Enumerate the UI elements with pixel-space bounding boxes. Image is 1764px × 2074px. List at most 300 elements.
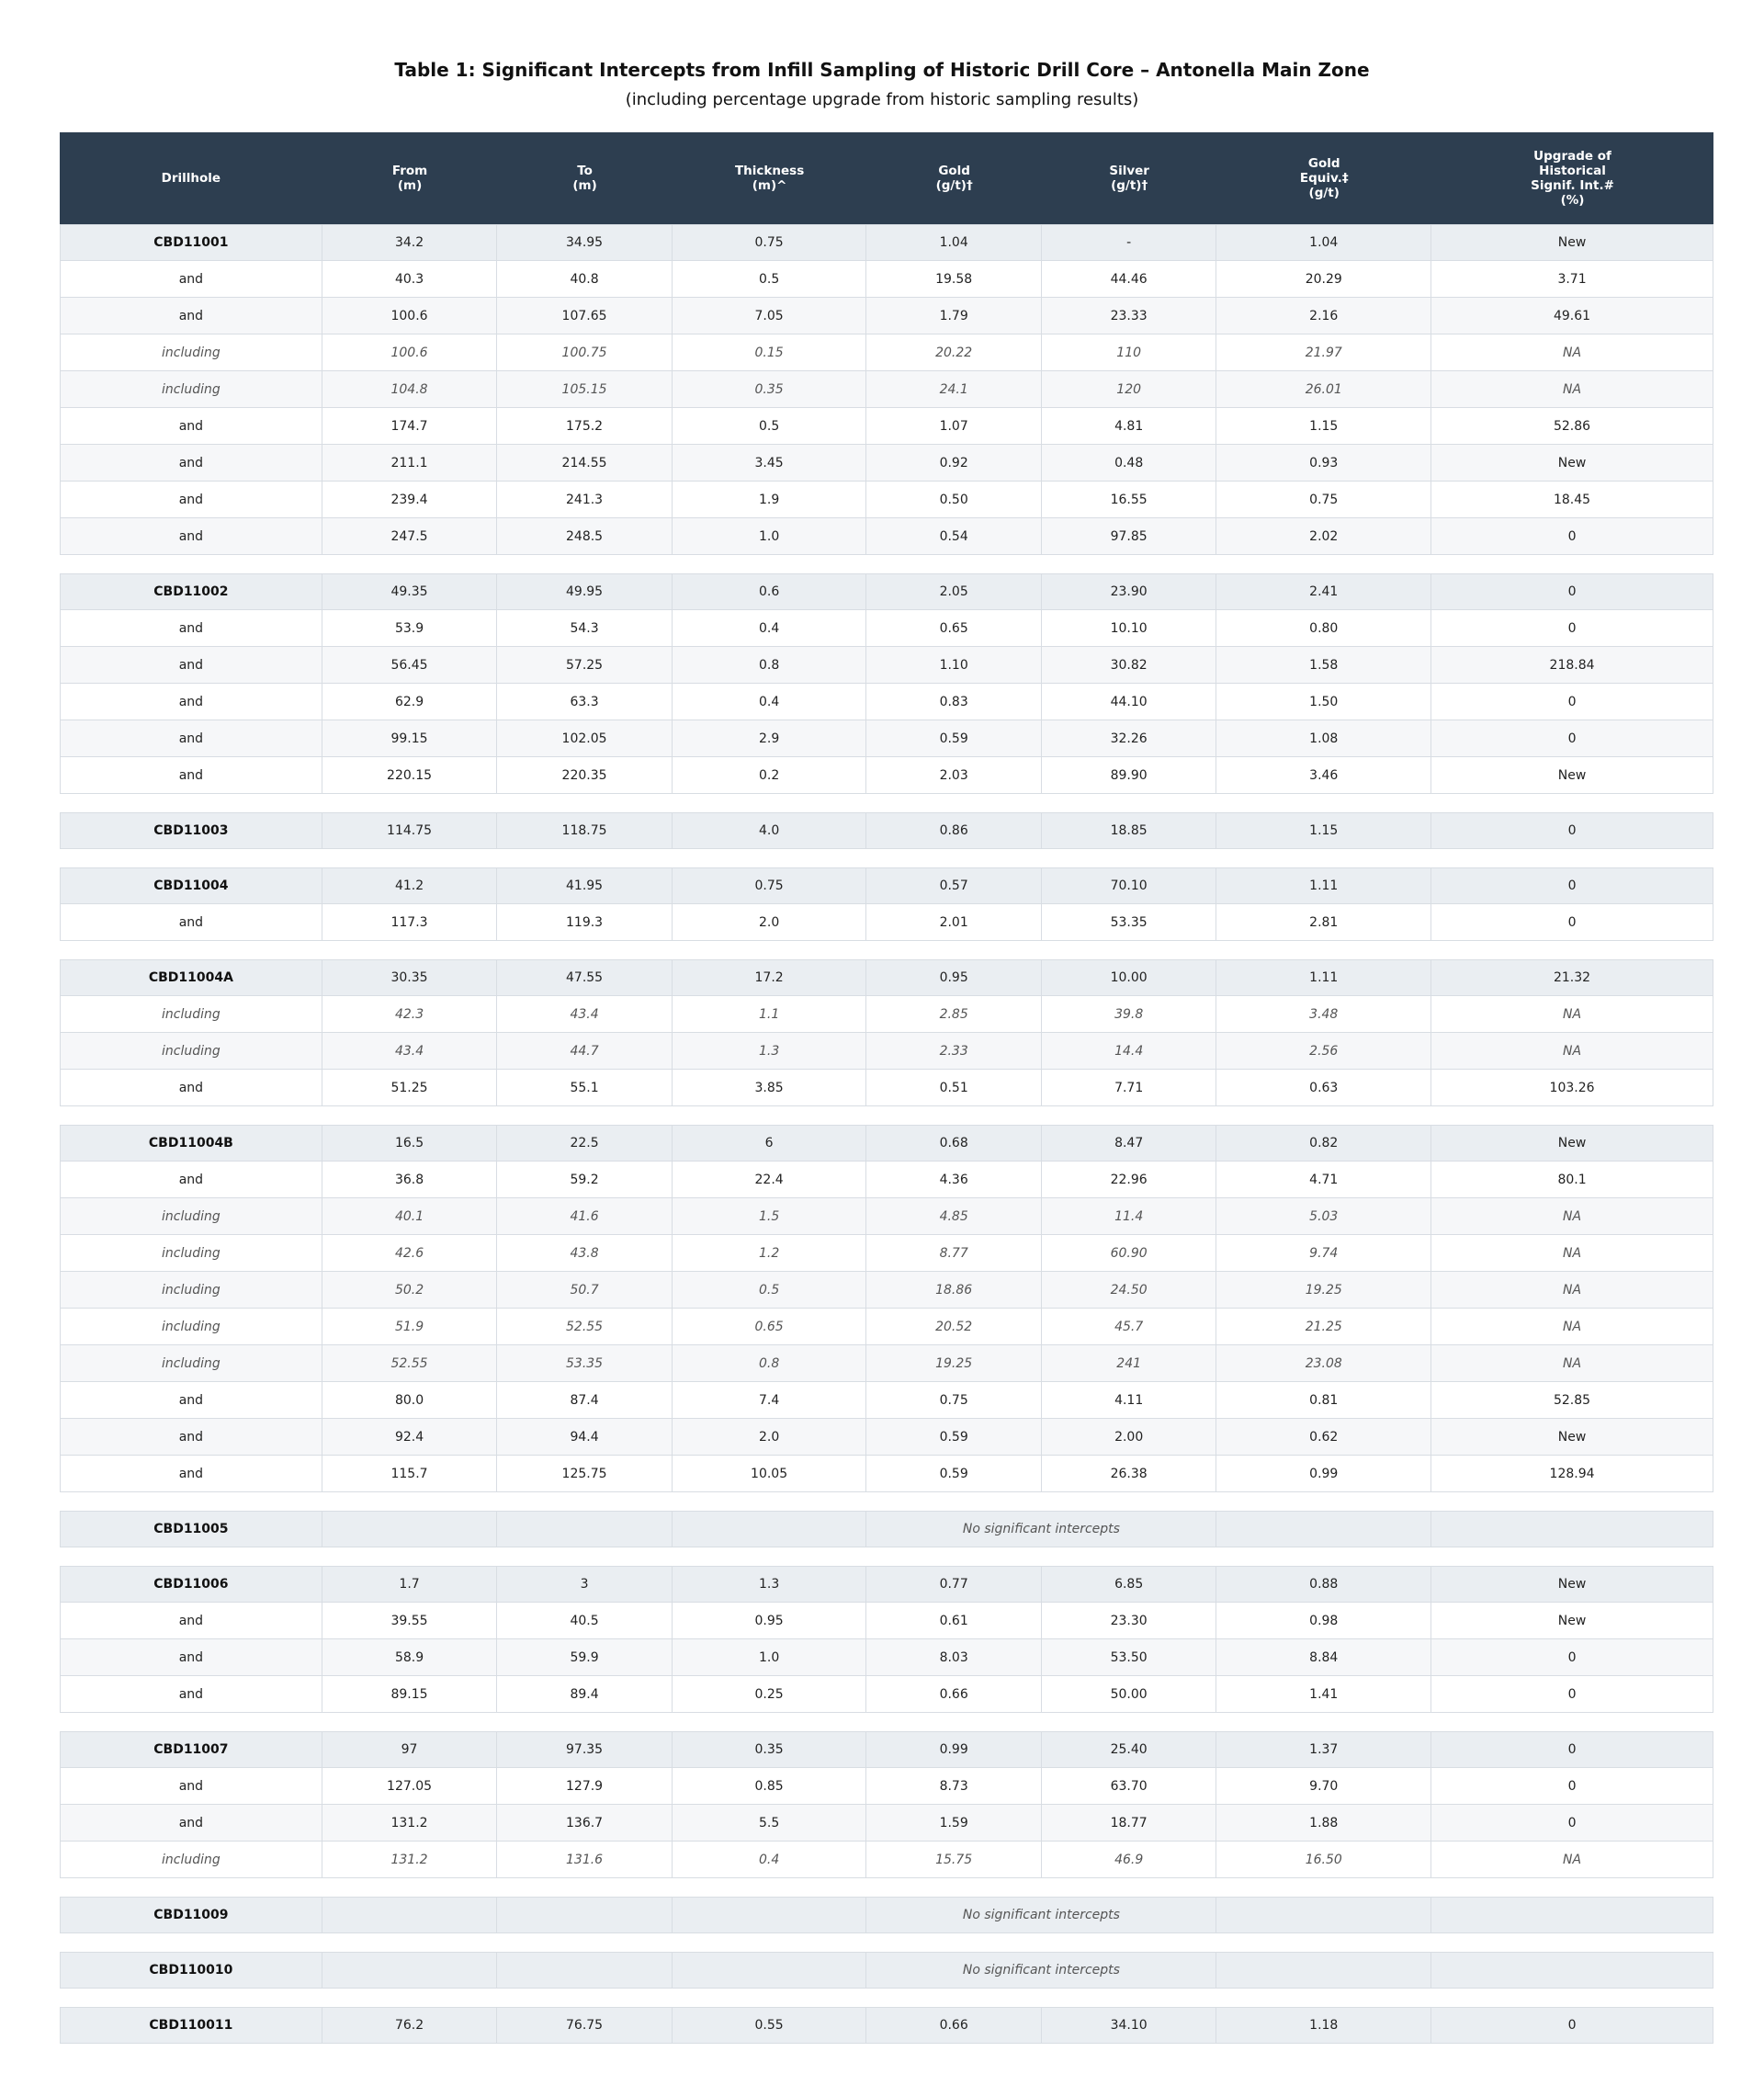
value-cell: 10.05: [673, 1456, 867, 1492]
value-cell: 117.3: [322, 904, 498, 941]
group-spacer-cell: [60, 941, 1713, 959]
value-cell: 49.95: [497, 573, 673, 610]
value-cell: 40.3: [322, 261, 498, 298]
row-label-cell: and: [60, 1639, 322, 1676]
value-cell: 87.4: [497, 1382, 673, 1419]
table-row: [60, 2007, 1713, 2044]
value-cell: 17.2: [673, 959, 867, 996]
value-cell: 131.2: [322, 1805, 498, 1842]
value-cell: 40.8: [497, 261, 673, 298]
value-cell: 2.0: [673, 904, 867, 941]
value-cell: 7.05: [673, 298, 867, 334]
value-cell: 1.5: [673, 1198, 867, 1235]
value-cell: 42.6: [322, 1235, 498, 1272]
value-cell: 4.85: [866, 1198, 1042, 1235]
group-spacer: [60, 794, 1713, 812]
row-label-cell: and: [60, 757, 322, 794]
table-row: [60, 1511, 1713, 1547]
value-cell: 18.45: [1431, 482, 1713, 518]
value-cell: 105.15: [497, 371, 673, 408]
value-cell: 21.25: [1216, 1309, 1431, 1345]
empty-cell: [497, 1897, 673, 1933]
column-header: [497, 132, 673, 224]
value-cell: NA: [1431, 334, 1713, 371]
column-header-line: (g/t): [1308, 186, 1340, 200]
value-cell: 131.2: [322, 1842, 498, 1878]
value-cell: 41.6: [497, 1198, 673, 1235]
column-header-line: Upgrade of: [1533, 149, 1611, 164]
group-spacer-cell: [60, 1106, 1713, 1125]
group-spacer: [60, 555, 1713, 573]
row-label-cell: and: [60, 610, 322, 647]
table-row: [60, 334, 1713, 371]
column-header-line: From: [391, 164, 428, 178]
table-row: [60, 1272, 1713, 1309]
intercepts-table: [60, 132, 1713, 2044]
group-spacer-cell: [60, 1713, 1713, 1731]
value-cell: 59.2: [497, 1162, 673, 1198]
value-cell: 2.56: [1216, 1033, 1431, 1070]
value-cell: 110: [1042, 334, 1217, 371]
value-cell: 2.0: [673, 1419, 867, 1456]
value-cell: 1.04: [866, 224, 1042, 261]
table-row: [60, 959, 1713, 996]
value-cell: 57.25: [497, 647, 673, 684]
value-cell: 43.4: [322, 1033, 498, 1070]
value-cell: 26.38: [1042, 1456, 1217, 1492]
value-cell: 1.41: [1216, 1676, 1431, 1713]
value-cell: 0.68: [866, 1125, 1042, 1162]
empty-cell: [1431, 1511, 1713, 1547]
group-spacer: [60, 1878, 1713, 1897]
value-cell: 220.35: [497, 757, 673, 794]
value-cell: 62.9: [322, 684, 498, 720]
value-cell: 52.55: [497, 1309, 673, 1345]
value-cell: 4.11: [1042, 1382, 1217, 1419]
row-label-cell: and: [60, 1603, 322, 1639]
value-cell: 20.52: [866, 1309, 1042, 1345]
value-cell: 3.85: [673, 1070, 867, 1106]
value-cell: 21.97: [1216, 334, 1431, 371]
value-cell: 45.7: [1042, 1309, 1217, 1345]
row-label-cell: and: [60, 904, 322, 941]
value-cell: 0.77: [866, 1566, 1042, 1603]
value-cell: 70.10: [1042, 867, 1217, 904]
value-cell: 8.84: [1216, 1639, 1431, 1676]
value-cell: 119.3: [497, 904, 673, 941]
group-spacer-cell: [60, 794, 1713, 812]
value-cell: 0.59: [866, 720, 1042, 757]
table-row: [60, 1897, 1713, 1933]
value-cell: NA: [1431, 1033, 1713, 1070]
value-cell: 2.33: [866, 1033, 1042, 1070]
value-cell: 53.50: [1042, 1639, 1217, 1676]
row-label-cell: and: [60, 1805, 322, 1842]
value-cell: 0.35: [673, 371, 867, 408]
row-label-cell: and: [60, 261, 322, 298]
group-spacer: [60, 1933, 1713, 1952]
value-cell: 11.4: [1042, 1198, 1217, 1235]
header-row: [60, 132, 1713, 224]
value-cell: 4.36: [866, 1162, 1042, 1198]
empty-cell: [1431, 1897, 1713, 1933]
value-cell: 0.15: [673, 334, 867, 371]
table-row: [60, 610, 1713, 647]
value-cell: 52.86: [1431, 408, 1713, 445]
drillhole-cell: CBD11005: [60, 1511, 322, 1547]
value-cell: 0.5: [673, 1272, 867, 1309]
value-cell: 2.9: [673, 720, 867, 757]
value-cell: 6: [673, 1125, 867, 1162]
table-row: [60, 482, 1713, 518]
value-cell: 24.50: [1042, 1272, 1217, 1309]
drillhole-cell: CBD11002: [60, 573, 322, 610]
value-cell: 43.4: [497, 996, 673, 1033]
table-row: [60, 298, 1713, 334]
row-label-cell: and: [60, 298, 322, 334]
row-label-cell: including: [60, 1198, 322, 1235]
value-cell: 8.77: [866, 1235, 1042, 1272]
empty-cell: [322, 1511, 498, 1547]
value-cell: 5.03: [1216, 1198, 1431, 1235]
value-cell: 0: [1431, 518, 1713, 555]
column-header-line: Signif. Int.#: [1531, 178, 1614, 193]
column-header: [866, 132, 1042, 224]
value-cell: 49.61: [1431, 298, 1713, 334]
value-cell: 125.75: [497, 1456, 673, 1492]
value-cell: 0: [1431, 1639, 1713, 1676]
value-cell: 8.03: [866, 1639, 1042, 1676]
value-cell: 1.50: [1216, 684, 1431, 720]
value-cell: 22.5: [497, 1125, 673, 1162]
column-header-line: Gold: [938, 164, 970, 178]
table-body: [60, 224, 1713, 2044]
value-cell: 1.88: [1216, 1805, 1431, 1842]
value-cell: 18.86: [866, 1272, 1042, 1309]
value-cell: 16.50: [1216, 1842, 1431, 1878]
table-header: [60, 132, 1713, 224]
column-header-line: (%): [1560, 193, 1585, 208]
value-cell: 2.16: [1216, 298, 1431, 334]
value-cell: 47.55: [497, 959, 673, 996]
value-cell: 34.10: [1042, 2007, 1217, 2044]
value-cell: 2.00: [1042, 1419, 1217, 1456]
value-cell: 22.4: [673, 1162, 867, 1198]
value-cell: 80.0: [322, 1382, 498, 1419]
table-row: [60, 1603, 1713, 1639]
value-cell: 22.96: [1042, 1162, 1217, 1198]
value-cell: 1.3: [673, 1033, 867, 1070]
value-cell: 46.9: [1042, 1842, 1217, 1878]
value-cell: 100.75: [497, 334, 673, 371]
value-cell: 54.3: [497, 610, 673, 647]
table-row: [60, 1162, 1713, 1198]
row-label-cell: and: [60, 518, 322, 555]
value-cell: 0: [1431, 1676, 1713, 1713]
value-cell: NA: [1431, 1842, 1713, 1878]
drillhole-cell: CBD11004: [60, 867, 322, 904]
value-cell: 2.85: [866, 996, 1042, 1033]
value-cell: 0.75: [673, 867, 867, 904]
value-cell: 10.00: [1042, 959, 1217, 996]
row-label-cell: and: [60, 445, 322, 482]
value-cell: 97: [322, 1731, 498, 1768]
group-spacer: [60, 941, 1713, 959]
value-cell: New: [1431, 1603, 1713, 1639]
value-cell: 0.57: [866, 867, 1042, 904]
group-spacer-cell: [60, 1933, 1713, 1952]
row-label-cell: and: [60, 482, 322, 518]
value-cell: 32.26: [1042, 720, 1217, 757]
no-intercepts-cell: No significant intercepts: [866, 1897, 1216, 1933]
value-cell: 16.55: [1042, 482, 1217, 518]
value-cell: 175.2: [497, 408, 673, 445]
row-label-cell: and: [60, 408, 322, 445]
value-cell: 136.7: [497, 1805, 673, 1842]
value-cell: 0.82: [1216, 1125, 1431, 1162]
column-header-line: To: [577, 164, 593, 178]
column-header-line: Historical: [1539, 164, 1606, 178]
value-cell: 0.63: [1216, 1070, 1431, 1106]
value-cell: 99.15: [322, 720, 498, 757]
value-cell: 23.08: [1216, 1345, 1431, 1382]
row-label-cell: and: [60, 1382, 322, 1419]
value-cell: 0: [1431, 720, 1713, 757]
value-cell: 89.15: [322, 1676, 498, 1713]
row-label-cell: including: [60, 1033, 322, 1070]
row-label-cell: and: [60, 1676, 322, 1713]
value-cell: 0.51: [866, 1070, 1042, 1106]
table-row: [60, 757, 1713, 794]
table-row: [60, 812, 1713, 849]
value-cell: 52.85: [1431, 1382, 1713, 1419]
column-header-line: (g/t)†: [935, 178, 973, 193]
empty-cell: [1431, 1952, 1713, 1989]
value-cell: 5.5: [673, 1805, 867, 1842]
value-cell: 0.81: [1216, 1382, 1431, 1419]
column-header-line: Gold: [1307, 156, 1340, 171]
value-cell: 9.70: [1216, 1768, 1431, 1805]
value-cell: 1.1: [673, 996, 867, 1033]
value-cell: NA: [1431, 1309, 1713, 1345]
table-row: [60, 1639, 1713, 1676]
value-cell: 50.7: [497, 1272, 673, 1309]
value-cell: 76.2: [322, 2007, 498, 2044]
table-row: [60, 1768, 1713, 1805]
table-row: [60, 1070, 1713, 1106]
no-intercepts-cell: No significant intercepts: [866, 1952, 1216, 1989]
value-cell: 50.2: [322, 1272, 498, 1309]
value-cell: 55.1: [497, 1070, 673, 1106]
value-cell: 42.3: [322, 996, 498, 1033]
column-header-line: (m): [572, 178, 597, 193]
value-cell: 0.59: [866, 1419, 1042, 1456]
value-cell: 0.95: [866, 959, 1042, 996]
table-row: [60, 647, 1713, 684]
row-label-cell: and: [60, 1419, 322, 1456]
value-cell: 104.8: [322, 371, 498, 408]
value-cell: 76.75: [497, 2007, 673, 2044]
value-cell: NA: [1431, 1198, 1713, 1235]
value-cell: 16.5: [322, 1125, 498, 1162]
value-cell: 0: [1431, 610, 1713, 647]
value-cell: 0: [1431, 904, 1713, 941]
value-cell: 102.05: [497, 720, 673, 757]
value-cell: 53.9: [322, 610, 498, 647]
group-spacer-cell: [60, 1878, 1713, 1897]
value-cell: 128.94: [1431, 1456, 1713, 1492]
value-cell: 36.8: [322, 1162, 498, 1198]
value-cell: 0.75: [1216, 482, 1431, 518]
column-header: [1216, 132, 1431, 224]
group-spacer-cell: [60, 555, 1713, 573]
value-cell: 3: [497, 1566, 673, 1603]
value-cell: 63.70: [1042, 1768, 1217, 1805]
value-cell: 174.7: [322, 408, 498, 445]
value-cell: 4.71: [1216, 1162, 1431, 1198]
column-header: [1431, 132, 1713, 224]
row-label-cell: including: [60, 996, 322, 1033]
value-cell: 56.45: [322, 647, 498, 684]
value-cell: 44.10: [1042, 684, 1217, 720]
value-cell: 1.18: [1216, 2007, 1431, 2044]
value-cell: 0.98: [1216, 1603, 1431, 1639]
value-cell: 214.55: [497, 445, 673, 482]
value-cell: 1.11: [1216, 959, 1431, 996]
value-cell: 1.0: [673, 518, 867, 555]
group-spacer: [60, 849, 1713, 867]
value-cell: 24.1: [866, 371, 1042, 408]
value-cell: 0: [1431, 1805, 1713, 1842]
value-cell: 0.4: [673, 684, 867, 720]
value-cell: 0.95: [673, 1603, 867, 1639]
row-label-cell: including: [60, 334, 322, 371]
value-cell: 3.45: [673, 445, 867, 482]
row-label-cell: including: [60, 1235, 322, 1272]
value-cell: 1.04: [1216, 224, 1431, 261]
value-cell: 0.66: [866, 2007, 1042, 2044]
column-header-line: (m): [397, 178, 423, 193]
value-cell: 40.5: [497, 1603, 673, 1639]
table-row: [60, 1235, 1713, 1272]
value-cell: New: [1431, 224, 1713, 261]
value-cell: 9.74: [1216, 1235, 1431, 1272]
empty-cell: [322, 1952, 498, 1989]
table-row: [60, 1566, 1713, 1603]
value-cell: 34.95: [497, 224, 673, 261]
value-cell: 2.41: [1216, 573, 1431, 610]
value-cell: 0.75: [866, 1382, 1042, 1419]
value-cell: 2.03: [866, 757, 1042, 794]
value-cell: 92.4: [322, 1419, 498, 1456]
value-cell: 211.1: [322, 445, 498, 482]
value-cell: 18.77: [1042, 1805, 1217, 1842]
drillhole-cell: CBD11003: [60, 812, 322, 849]
table-row: [60, 720, 1713, 757]
table-row: [60, 1125, 1713, 1162]
row-label-cell: including: [60, 1272, 322, 1309]
value-cell: 8.47: [1042, 1125, 1217, 1162]
value-cell: 1.07: [866, 408, 1042, 445]
value-cell: 0.65: [673, 1309, 867, 1345]
value-cell: 21.32: [1431, 959, 1713, 996]
value-cell: 1.3: [673, 1566, 867, 1603]
value-cell: 1.59: [866, 1805, 1042, 1842]
group-spacer-cell: [60, 849, 1713, 867]
drillhole-cell: CBD11001: [60, 224, 322, 261]
table-row: [60, 445, 1713, 482]
value-cell: 0: [1431, 1731, 1713, 1768]
column-header-line: Thickness: [734, 164, 805, 178]
table-row: [60, 1198, 1713, 1235]
value-cell: 39.8: [1042, 996, 1217, 1033]
value-cell: 6.85: [1042, 1566, 1217, 1603]
value-cell: 97.85: [1042, 518, 1217, 555]
table-row: [60, 224, 1713, 261]
value-cell: 0.85: [673, 1768, 867, 1805]
value-cell: New: [1431, 1125, 1713, 1162]
value-cell: 0.83: [866, 684, 1042, 720]
value-cell: 1.15: [1216, 812, 1431, 849]
value-cell: 0.48: [1042, 445, 1217, 482]
value-cell: 0.93: [1216, 445, 1431, 482]
value-cell: 2.02: [1216, 518, 1431, 555]
value-cell: 120: [1042, 371, 1217, 408]
value-cell: 53.35: [1042, 904, 1217, 941]
value-cell: 43.8: [497, 1235, 673, 1272]
table-row: [60, 1842, 1713, 1878]
column-header-line: Drillhole: [161, 171, 221, 186]
value-cell: 10.10: [1042, 610, 1217, 647]
value-cell: 0.59: [866, 1456, 1042, 1492]
value-cell: NA: [1431, 996, 1713, 1033]
value-cell: 107.65: [497, 298, 673, 334]
value-cell: 39.55: [322, 1603, 498, 1639]
empty-cell: [673, 1511, 867, 1547]
value-cell: 4.81: [1042, 408, 1217, 445]
value-cell: 1.10: [866, 647, 1042, 684]
row-label-cell: including: [60, 1345, 322, 1382]
table-row: [60, 904, 1713, 941]
value-cell: 1.58: [1216, 647, 1431, 684]
value-cell: 0: [1431, 573, 1713, 610]
value-cell: 30.82: [1042, 647, 1217, 684]
value-cell: New: [1431, 757, 1713, 794]
value-cell: 0.86: [866, 812, 1042, 849]
table-subtitle: (including percentage upgrade from historic sampling results): [625, 90, 1139, 109]
value-cell: 80.1: [1431, 1162, 1713, 1198]
column-header-line: (m)^: [752, 178, 787, 193]
drillhole-cell: CBD110010: [60, 1952, 322, 1989]
value-cell: 247.5: [322, 518, 498, 555]
value-cell: 127.05: [322, 1768, 498, 1805]
value-cell: 0: [1431, 867, 1713, 904]
value-cell: 100.6: [322, 298, 498, 334]
value-cell: 44.7: [497, 1033, 673, 1070]
value-cell: 3.48: [1216, 996, 1431, 1033]
value-cell: 40.1: [322, 1198, 498, 1235]
value-cell: 0.99: [866, 1731, 1042, 1768]
value-cell: 0.5: [673, 261, 867, 298]
value-cell: 2.05: [866, 573, 1042, 610]
value-cell: 2.01: [866, 904, 1042, 941]
table-row: [60, 867, 1713, 904]
value-cell: 50.00: [1042, 1676, 1217, 1713]
value-cell: 51.9: [322, 1309, 498, 1345]
table-row: [60, 573, 1713, 610]
table-row: [60, 1805, 1713, 1842]
table-row: [60, 1731, 1713, 1768]
